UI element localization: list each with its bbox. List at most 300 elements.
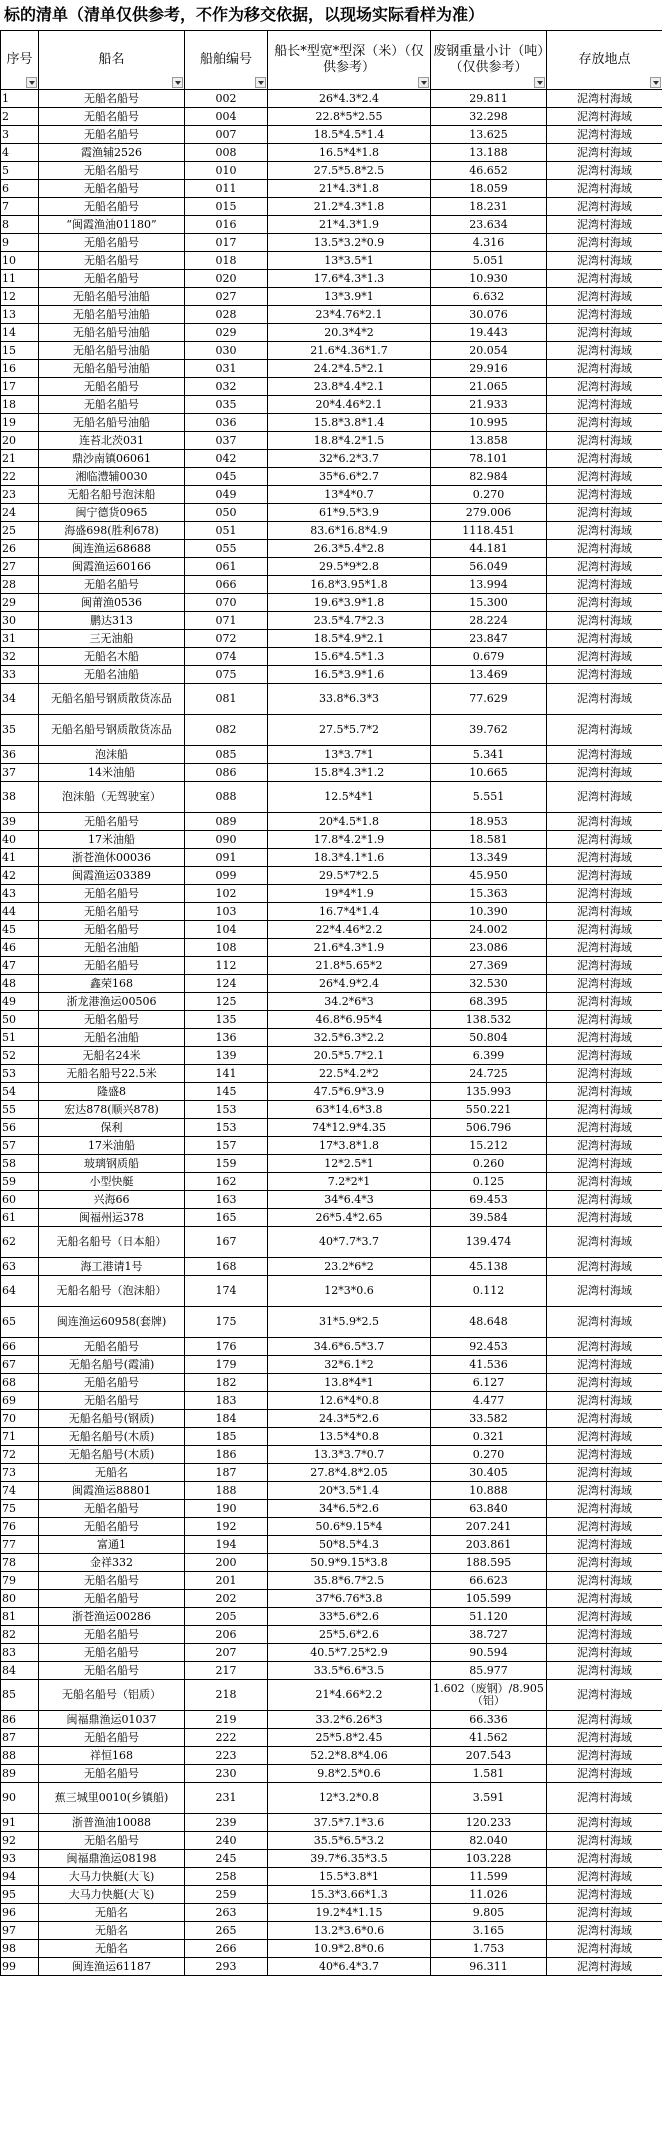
filter-dropdown-icon[interactable] [534,77,545,88]
table-row [1,522,662,540]
cell-location: 泥湾村海域 [547,180,662,198]
cell-index: 34 [1,684,39,715]
table-row [1,126,662,144]
filter-dropdown-icon[interactable] [26,77,37,88]
cell-location: 泥湾村海域 [547,360,662,378]
cell-location: 泥湾村海域 [547,270,662,288]
cell-index: 33 [1,666,39,684]
cell-ship-number: 245 [185,1850,268,1868]
cell-location: 泥湾村海域 [547,831,662,849]
cell-ship-number: 184 [185,1410,268,1428]
table-row [1,180,662,198]
col-header-ship-number [185,31,268,90]
cell-index: 18 [1,396,39,414]
cell-scrap-weight: 27.369 [431,957,547,975]
cell-index: 86 [1,1711,39,1729]
cell-scrap-weight: 30.405 [431,1464,547,1482]
cell-ship-number: 141 [185,1065,268,1083]
cell-ship-name: 无船名油船 [39,666,185,684]
cell-location: 泥湾村海域 [547,1137,662,1155]
table-row [1,1482,662,1500]
cell-scrap-weight: 13.994 [431,576,547,594]
table-row [1,1765,662,1783]
cell-location: 泥湾村海域 [547,939,662,957]
cell-index: 79 [1,1572,39,1590]
cell-ship-name: 无船名船号 [39,1392,185,1410]
cell-scrap-weight: 82.984 [431,468,547,486]
cell-scrap-weight: 0.270 [431,1446,547,1464]
cell-index: 22 [1,468,39,486]
cell-ship-name: 无船名船号油船 [39,342,185,360]
cell-location: 泥湾村海域 [547,576,662,594]
table-row [1,288,662,306]
cell-dimensions: 10.9*2.8*0.6 [268,1940,431,1958]
cell-dimensions: 83.6*16.8*4.9 [268,522,431,540]
cell-scrap-weight: 10.888 [431,1482,547,1500]
cell-scrap-weight: 13.625 [431,126,547,144]
cell-scrap-weight: 207.543 [431,1747,547,1765]
cell-index: 78 [1,1554,39,1572]
cell-ship-number: 050 [185,504,268,522]
cell-location: 泥湾村海域 [547,1173,662,1191]
table-row [1,1850,662,1868]
table-row [1,1644,662,1662]
cell-ship-name: 无船名船号22.5米 [39,1065,185,1083]
cell-dimensions: 33.5*6.6*3.5 [268,1662,431,1680]
cell-dimensions: 27.5*5.7*2 [268,715,431,746]
table-row [1,1904,662,1922]
table-row [1,1446,662,1464]
cell-ship-name: 无船名船号油船 [39,360,185,378]
cell-ship-number: 081 [185,684,268,715]
cell-location: 泥湾村海域 [547,1276,662,1307]
cell-dimensions: 16.8*3.95*1.8 [268,576,431,594]
cell-ship-number: 086 [185,764,268,782]
cell-index: 75 [1,1500,39,1518]
cell-scrap-weight: 3.165 [431,1922,547,1940]
cell-scrap-weight: 38.727 [431,1626,547,1644]
cell-ship-number: 075 [185,666,268,684]
cell-location: 泥湾村海域 [547,450,662,468]
cell-location: 泥湾村海域 [547,715,662,746]
cell-ship-name: 连苔北茨031 [39,432,185,450]
page-title: 标的清单（清单仅供参考，不作为移交依据，以现场实际看样为准） [4,5,485,24]
cell-scrap-weight: 23.634 [431,216,547,234]
cell-ship-number: 201 [185,1572,268,1590]
cell-ship-name: 金祥332 [39,1554,185,1572]
table-row [1,1747,662,1765]
cell-ship-name: 闽霞渔运60166 [39,558,185,576]
cell-ship-name: 无船名 [39,1464,185,1482]
cell-ship-name: 无船名船号 [39,957,185,975]
col-header-index [1,31,39,90]
cell-ship-name: 无船名船号 [39,1662,185,1680]
cell-location: 泥湾村海域 [547,782,662,813]
cell-ship-name: 无船名船号 [39,813,185,831]
cell-index: 9 [1,234,39,252]
cell-location: 泥湾村海域 [547,764,662,782]
cell-location: 泥湾村海域 [547,1191,662,1209]
table-row [1,1554,662,1572]
cell-ship-name: 闽莆渔0536 [39,594,185,612]
cell-location: 泥湾村海域 [547,1446,662,1464]
cell-dimensions: 22*4.46*2.2 [268,921,431,939]
cell-scrap-weight: 11.599 [431,1868,547,1886]
cell-location: 泥湾村海域 [547,1356,662,1374]
cell-dimensions: 17*3.8*1.8 [268,1137,431,1155]
cell-index: 92 [1,1832,39,1850]
cell-scrap-weight: 9.805 [431,1904,547,1922]
cell-index: 83 [1,1644,39,1662]
cell-scrap-weight: 23.086 [431,939,547,957]
cell-index: 89 [1,1765,39,1783]
cell-location: 泥湾村海域 [547,1155,662,1173]
cell-location: 泥湾村海域 [547,1626,662,1644]
table-row [1,90,662,108]
cell-location: 泥湾村海域 [547,504,662,522]
cell-scrap-weight: 32.530 [431,975,547,993]
filter-dropdown-icon[interactable] [418,77,429,88]
cell-ship-name: 无船名船号 [39,252,185,270]
cell-ship-name: 闽福鼎渔运08198 [39,1850,185,1868]
cell-index: 2 [1,108,39,126]
cell-ship-name: 宏达878(顺兴878) [39,1101,185,1119]
cell-dimensions: 26*5.4*2.65 [268,1209,431,1227]
cell-scrap-weight: 45.138 [431,1258,547,1276]
cell-ship-name: 无船名船号 [39,885,185,903]
cell-index: 68 [1,1374,39,1392]
cell-ship-name: 无船名油船 [39,939,185,957]
table-row [1,867,662,885]
cell-scrap-weight: 5.551 [431,782,547,813]
cell-index: 21 [1,450,39,468]
cell-ship-number: 186 [185,1446,268,1464]
cell-index: 30 [1,612,39,630]
table-row [1,1783,662,1814]
cell-dimensions: 20.3*4*2 [268,324,431,342]
cell-dimensions: 50*8.5*4.3 [268,1536,431,1554]
cell-dimensions: 35*6.6*2.7 [268,468,431,486]
cell-location: 泥湾村海域 [547,1258,662,1276]
cell-ship-name: 玻璃钢质船 [39,1155,185,1173]
table-row [1,1832,662,1850]
table-row [1,1209,662,1227]
cell-dimensions: 25*5.8*2.45 [268,1729,431,1747]
cell-dimensions: 12*2.5*1 [268,1155,431,1173]
cell-scrap-weight: 15.300 [431,594,547,612]
cell-scrap-weight: 188.595 [431,1554,547,1572]
cell-ship-name: 无船名船号 [39,1011,185,1029]
cell-index: 77 [1,1536,39,1554]
cell-ship-number: 018 [185,252,268,270]
cell-ship-name: 无船名船号钢质散货冻品 [39,684,185,715]
table-row [1,1940,662,1958]
cell-dimensions: 16.5*4*1.8 [268,144,431,162]
cell-location: 泥湾村海域 [547,1029,662,1047]
cell-ship-number: 004 [185,108,268,126]
cell-index: 8 [1,216,39,234]
cell-location: 泥湾村海域 [547,813,662,831]
cell-ship-name: 无船名船号 [39,108,185,126]
cell-dimensions: 19.6*3.9*1.8 [268,594,431,612]
table-row [1,975,662,993]
cell-ship-name: 闽福鼎渔运01037 [39,1711,185,1729]
cell-location: 泥湾村海域 [547,684,662,715]
cell-index: 45 [1,921,39,939]
cell-ship-name: 无船名船号 [39,378,185,396]
cell-dimensions: 22.8*5*2.55 [268,108,431,126]
cell-scrap-weight: 6.632 [431,288,547,306]
cell-scrap-weight: 506.796 [431,1119,547,1137]
cell-dimensions: 18.5*4.9*2.1 [268,630,431,648]
cell-ship-number: 085 [185,746,268,764]
cell-ship-number: 125 [185,993,268,1011]
cell-scrap-weight: 120.233 [431,1814,547,1832]
col-header-label: 序号 [6,52,33,67]
cell-index: 59 [1,1173,39,1191]
cell-location: 泥湾村海域 [547,1680,662,1711]
table-row [1,162,662,180]
cell-location: 泥湾村海域 [547,1814,662,1832]
cell-ship-name: 无船名船号（日本船） [39,1227,185,1258]
cell-ship-name: 海工港请1号 [39,1258,185,1276]
cell-ship-name: 浙普渔油10088 [39,1814,185,1832]
cell-location: 泥湾村海域 [547,1464,662,1482]
cell-ship-number: 139 [185,1047,268,1065]
cell-scrap-weight: 68.395 [431,993,547,1011]
cell-scrap-weight: 0.260 [431,1155,547,1173]
cell-scrap-weight: 10.930 [431,270,547,288]
col-header-label: 船舶编号 [199,52,252,67]
cell-dimensions: 23*4.76*2.1 [268,306,431,324]
cell-dimensions: 17.8*4.2*1.9 [268,831,431,849]
cell-index: 82 [1,1626,39,1644]
cell-scrap-weight: 66.623 [431,1572,547,1590]
cell-location: 泥湾村海域 [547,1392,662,1410]
cell-index: 81 [1,1608,39,1626]
cell-ship-number: 082 [185,715,268,746]
cell-location: 泥湾村海域 [547,198,662,216]
cell-ship-number: 183 [185,1392,268,1410]
cell-index: 4 [1,144,39,162]
table-row [1,396,662,414]
cell-ship-name: 无船名油船 [39,1029,185,1047]
cell-dimensions: 21*4.66*2.2 [268,1680,431,1711]
cell-index: 11 [1,270,39,288]
cell-ship-name: 大马力快艇(大飞) [39,1886,185,1904]
cell-location: 泥湾村海域 [547,414,662,432]
table-row [1,1227,662,1258]
cell-index: 39 [1,813,39,831]
cell-ship-name: 无船名船号 [39,1572,185,1590]
table-row [1,378,662,396]
cell-scrap-weight: 32.298 [431,108,547,126]
cell-location: 泥湾村海域 [547,1729,662,1747]
cell-index: 67 [1,1356,39,1374]
cell-index: 24 [1,504,39,522]
cell-location: 泥湾村海域 [547,1572,662,1590]
cell-dimensions: 15.8*3.8*1.4 [268,414,431,432]
filter-dropdown-icon[interactable] [255,77,266,88]
cell-ship-name: 无船名木船 [39,648,185,666]
table-row [1,540,662,558]
cell-scrap-weight: 4.477 [431,1392,547,1410]
table-row [1,1464,662,1482]
cell-location: 泥湾村海域 [547,1065,662,1083]
filter-dropdown-icon[interactable] [172,77,183,88]
cell-index: 73 [1,1464,39,1482]
cell-location: 泥湾村海域 [547,126,662,144]
cell-ship-number: 179 [185,1356,268,1374]
cell-location: 泥湾村海域 [547,648,662,666]
cell-scrap-weight: 135.993 [431,1083,547,1101]
cell-location: 泥湾村海域 [547,1608,662,1626]
table-row [1,1119,662,1137]
cell-ship-number: 218 [185,1680,268,1711]
cell-ship-number: 265 [185,1922,268,1940]
cell-scrap-weight: 23.847 [431,630,547,648]
table-row [1,831,662,849]
cell-location: 泥湾村海域 [547,324,662,342]
cell-index: 85 [1,1680,39,1711]
cell-index: 62 [1,1227,39,1258]
cell-ship-number: 036 [185,414,268,432]
cell-index: 72 [1,1446,39,1464]
cell-location: 泥湾村海域 [547,1518,662,1536]
cell-ship-number: 090 [185,831,268,849]
cell-index: 37 [1,764,39,782]
table-row [1,666,662,684]
cell-dimensions: 13.3*3.7*0.7 [268,1446,431,1464]
col-header-label: 船长*型宽*型深（米）（仅供参考） [274,44,424,75]
cell-scrap-weight: 69.453 [431,1191,547,1209]
cell-dimensions: 13.5*3.2*0.9 [268,234,431,252]
cell-ship-name: 浙龙港渔运00506 [39,993,185,1011]
cell-dimensions: 27.8*4.8*2.05 [268,1464,431,1482]
table-row [1,360,662,378]
cell-ship-number: 102 [185,885,268,903]
cell-ship-name: 隆盛8 [39,1083,185,1101]
cell-dimensions: 13.2*3.6*0.6 [268,1922,431,1940]
cell-ship-name: 泡沫船 [39,746,185,764]
cell-scrap-weight: 56.049 [431,558,547,576]
cell-ship-number: 266 [185,1940,268,1958]
cell-scrap-weight: 46.652 [431,162,547,180]
cell-ship-name: 无船名船号 [39,1518,185,1536]
cell-dimensions: 40*7.7*3.7 [268,1227,431,1258]
cell-dimensions: 33.8*6.3*3 [268,684,431,715]
cell-dimensions: 22.5*4.2*2 [268,1065,431,1083]
table-row [1,1307,662,1338]
cell-location: 泥湾村海域 [547,957,662,975]
cell-ship-number: 174 [185,1276,268,1307]
cell-index: 50 [1,1011,39,1029]
cell-location: 泥湾村海域 [547,630,662,648]
cell-dimensions: 50.6*9.15*4 [268,1518,431,1536]
cell-location: 泥湾村海域 [547,1011,662,1029]
table-row [1,1155,662,1173]
table-row [1,1101,662,1119]
cell-location: 泥湾村海域 [547,234,662,252]
table-row [1,1065,662,1083]
cell-ship-number: 207 [185,1644,268,1662]
table-row [1,885,662,903]
filter-dropdown-icon[interactable] [650,77,661,88]
cell-ship-number: 071 [185,612,268,630]
cell-ship-name: 17米油船 [39,831,185,849]
cell-ship-number: 020 [185,270,268,288]
cell-ship-number: 015 [185,198,268,216]
cell-index: 27 [1,558,39,576]
cell-scrap-weight: 66.336 [431,1711,547,1729]
cell-ship-number: 072 [185,630,268,648]
cell-dimensions: 19.2*4*1.15 [268,1904,431,1922]
cell-location: 泥湾村海域 [547,378,662,396]
table-row [1,234,662,252]
cell-dimensions: 46.8*6.95*4 [268,1011,431,1029]
cell-scrap-weight: 1.753 [431,1940,547,1958]
cell-dimensions: 15.3*3.66*1.3 [268,1886,431,1904]
cell-ship-number: 258 [185,1868,268,1886]
cell-scrap-weight: 0.112 [431,1276,547,1307]
cell-ship-name: 湘临澧辅0030 [39,468,185,486]
cell-scrap-weight: 5.341 [431,746,547,764]
cell-location: 泥湾村海域 [547,885,662,903]
cell-scrap-weight: 90.594 [431,1644,547,1662]
cell-ship-number: 002 [185,90,268,108]
table-row [1,648,662,666]
table-row [1,504,662,522]
cell-ship-number: 035 [185,396,268,414]
cell-scrap-weight: 550.221 [431,1101,547,1119]
cell-ship-number: 187 [185,1464,268,1482]
cell-ship-name: 无船名24米 [39,1047,185,1065]
cell-index: 95 [1,1886,39,1904]
cell-index: 69 [1,1392,39,1410]
cell-dimensions: 15.8*4.3*1.2 [268,764,431,782]
cell-index: 88 [1,1747,39,1765]
cell-index: 58 [1,1155,39,1173]
cell-dimensions: 21*4.3*1.8 [268,180,431,198]
cell-scrap-weight: 207.241 [431,1518,547,1536]
cell-index: 38 [1,782,39,813]
cell-dimensions: 25*5.6*2.6 [268,1626,431,1644]
table-row [1,782,662,813]
cell-ship-name: 无船名船号 [39,198,185,216]
table-row [1,450,662,468]
table-row [1,594,662,612]
cell-location: 泥湾村海域 [547,1868,662,1886]
cell-dimensions: 20*4.5*1.8 [268,813,431,831]
cell-index: 48 [1,975,39,993]
cell-index: 71 [1,1428,39,1446]
cell-dimensions: 21.2*4.3*1.8 [268,198,431,216]
cell-ship-name: 浙苍渔运00286 [39,1608,185,1626]
cell-ship-number: 089 [185,813,268,831]
cell-dimensions: 40*6.4*3.7 [268,1958,431,1976]
cell-ship-name: 无船名船号 [39,396,185,414]
cell-index: 54 [1,1083,39,1101]
cell-ship-name: 无船名船号油船 [39,306,185,324]
cell-scrap-weight: 28.224 [431,612,547,630]
cell-scrap-weight: 10.665 [431,764,547,782]
cell-location: 泥湾村海域 [547,1886,662,1904]
cell-ship-number: 016 [185,216,268,234]
cell-ship-number: 240 [185,1832,268,1850]
cell-dimensions: 63*14.6*3.8 [268,1101,431,1119]
cell-dimensions: 33*5.6*2.6 [268,1608,431,1626]
cell-ship-name: 兴海66 [39,1191,185,1209]
